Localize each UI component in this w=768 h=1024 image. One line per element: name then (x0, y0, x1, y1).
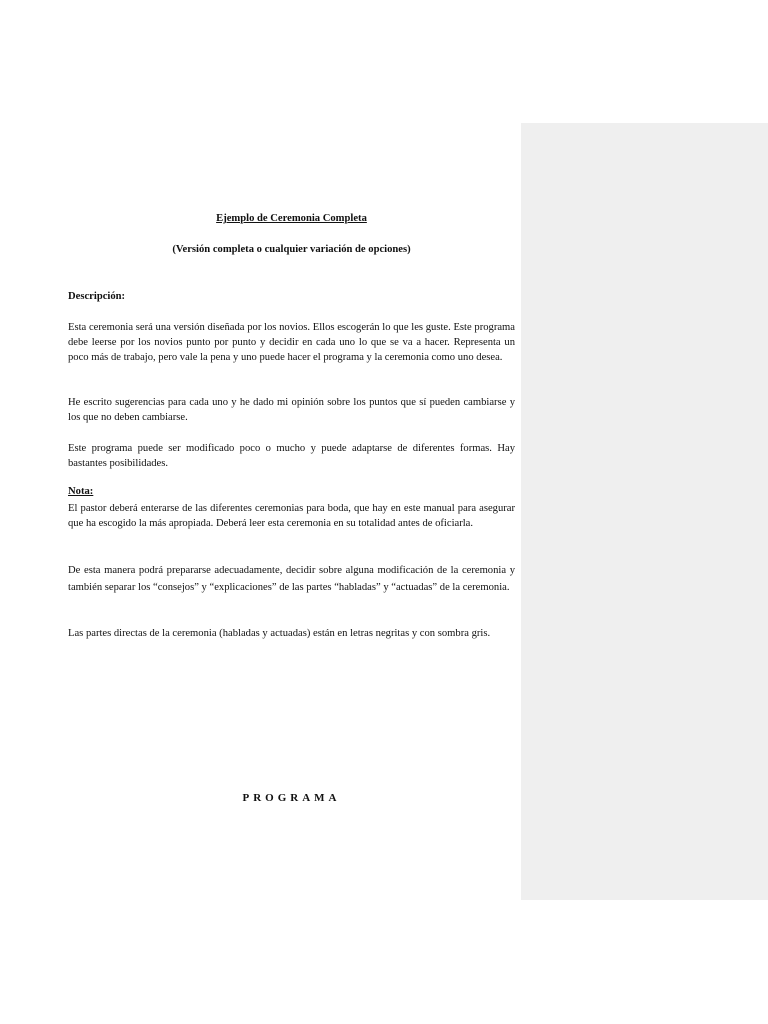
paragraph-1: Esta ceremonia será una versión diseñada por los novios. Ellos escogerán lo que les guste. Este programa debe leerse por los novios punto por punto y decidir en cada uno lo que se va a hacer. Representa un poco más de trabajo, pero vale la pena y uno puede hacer el programa y la ceremonia como uno desea. (68, 322, 515, 363)
description-heading: Descripción: (68, 291, 126, 302)
section-heading-programa: PROGRAMA (242, 792, 341, 804)
document-title: Ejemplo de Ceremonia Completa (216, 213, 367, 224)
note-paragraph-3: Las partes directas de la ceremonia (habladas y actuadas) están en letras negritas y con sombra gris. (68, 628, 491, 639)
paragraph-3: Este programa puede ser modificado poco o mucho y puede adaptarse de diferentes formas. Hay bastantes posibilidades. (68, 443, 515, 469)
comment-pane (521, 123, 768, 900)
document-subtitle: (Versión completa o cualquier variación de opciones) (172, 244, 411, 255)
note-paragraph-2: De esta manera podrá prepararse adecuadamente, decidir sobre alguna modificación de la ceremonia y también separar los “consejos” y “explicaciones” de las partes “habladas” y “actuadas” de la ceremonia. (68, 565, 515, 593)
note-paragraph-1: El pastor deberá enterarse de las diferentes ceremonias para boda, que hay en este manual para asegurar que ha escogido la más apropiada. Deberá leer esta ceremonia en su totalidad antes de oficiarla. (68, 503, 515, 529)
note-heading: Nota: (68, 486, 94, 497)
paragraph-2: He escrito sugerencias para cada uno y he dado mi opinión sobre los puntos que sí pueden cambiarse y los que no deben cambiarse. (68, 397, 515, 423)
